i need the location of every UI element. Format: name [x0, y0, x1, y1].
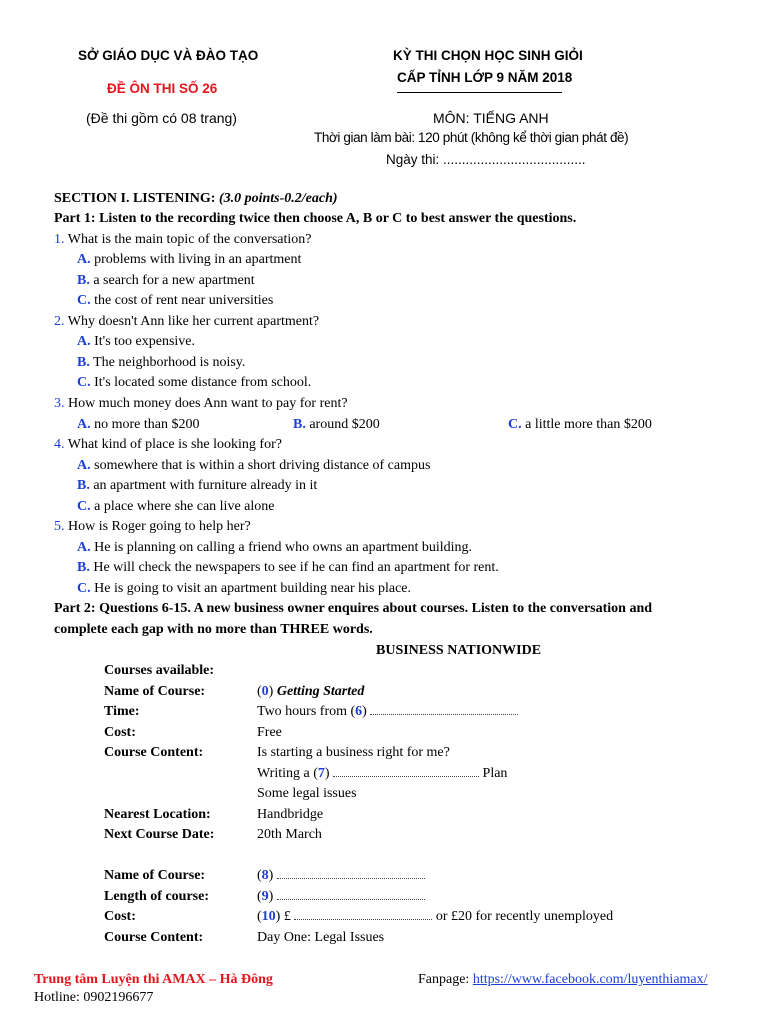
option-text: It's located some distance from school.	[94, 375, 312, 390]
q2-option-b	[77, 353, 245, 374]
page-count: (Đề thi gồm có 08 trang)	[86, 110, 237, 126]
subject: MÔN: TIẾNG ANH	[433, 110, 549, 126]
q3-option-a	[77, 415, 200, 436]
content-item-3: Some legal issues	[257, 786, 357, 801]
answer-gap-7[interactable]	[333, 764, 479, 777]
cost-value-2: (10) £ or £20 for recently unemployed	[257, 909, 614, 924]
next-course-date-label: Next Course Date:	[104, 827, 215, 842]
q1-option-b	[77, 271, 255, 292]
gap-number: 9	[261, 889, 269, 904]
exam-title-line2: CẤP TỈNH LỚP 9 NĂM 2018	[397, 70, 573, 85]
part2-title-line1: Part 2: Questions 6-15. A new business owner enquires about courses. Listen to the conversation and	[54, 601, 653, 616]
time-value: Two hours from (6)	[257, 702, 518, 723]
option-text: somewhere that is within a short driving distance of campus	[94, 458, 431, 473]
option-letter: A.	[77, 334, 91, 349]
option-text: He is planning on calling a friend who owns an apartment building.	[94, 540, 473, 555]
cost-value: Free	[257, 725, 282, 740]
gap-number: 10	[261, 909, 276, 924]
option-letter: A.	[77, 540, 91, 555]
q4-option-b	[77, 476, 317, 497]
course-name-value-2: (8)	[257, 866, 425, 887]
question-3	[54, 394, 348, 415]
content-item-2: Writing a (7) Plan	[257, 766, 508, 781]
q3-option-b	[293, 415, 380, 436]
gap-number: 7	[317, 766, 325, 781]
q1-option-a	[77, 250, 301, 271]
q5-option-b	[77, 558, 499, 579]
nearest-location-value: Handbridge	[257, 807, 324, 822]
q5-option-a	[77, 538, 472, 559]
question-number: 2.	[54, 314, 65, 329]
answer-gap-10[interactable]	[294, 907, 432, 920]
gap-number: 6	[355, 704, 363, 719]
footer-hotline: Hotline: 0902196677	[34, 990, 154, 1005]
option-text: no more than $200	[94, 417, 200, 432]
course-name-label: Name of Course:	[104, 684, 206, 699]
course-content-label: Course Content:	[104, 745, 204, 760]
option-text: He is going to visit an apartment building near his place.	[94, 581, 411, 596]
option-letter: B.	[77, 355, 90, 370]
question-2	[54, 312, 319, 333]
title-underline	[397, 92, 562, 93]
content2-value: Day One: Legal Issues	[257, 930, 385, 945]
question-number: 1.	[54, 232, 65, 247]
gap-example-answer: Getting Started	[276, 684, 365, 699]
time-prefix: Two hours from (	[257, 704, 356, 719]
question-number: 3.	[54, 396, 65, 411]
option-letter: B.	[77, 478, 90, 493]
length-value: (9)	[257, 887, 425, 908]
form-title: BUSINESS NATIONWIDE	[376, 643, 542, 658]
exam-date: Ngày thi: ......................................	[386, 152, 586, 167]
q3-option-c	[508, 415, 652, 436]
next-course-date-value: 20th March	[257, 827, 322, 842]
question-text: What is the main topic of the conversation?	[67, 232, 312, 247]
content-suffix: Plan	[482, 766, 508, 781]
fanpage-label: Fanpage:	[418, 972, 473, 987]
course-name-label-2: Name of Course:	[104, 868, 206, 883]
question-text: What kind of place is she looking for?	[67, 437, 282, 452]
option-letter: A.	[77, 458, 91, 473]
answer-gap-6[interactable]	[370, 702, 518, 715]
option-letter: B.	[77, 273, 90, 288]
department-name: SỞ GIÁO DỤC VÀ ĐÀO TẠO	[78, 48, 259, 63]
cost-label: Cost:	[104, 725, 136, 740]
section1-title: SECTION I. LISTENING:	[54, 191, 216, 206]
part1-title: Part 1: Listen to the recording twice then choose A, B or C to best answer the questions.	[54, 211, 577, 226]
option-text: The neighborhood is noisy.	[93, 355, 246, 370]
q1-option-c	[77, 291, 273, 312]
section1-heading	[54, 189, 338, 210]
q2-option-a	[77, 332, 195, 353]
course-content-label-2: Course Content:	[104, 930, 204, 945]
question-number: 4.	[54, 437, 65, 452]
cost-label-2: Cost:	[104, 909, 136, 924]
option-letter: A.	[77, 252, 91, 267]
option-letter: C.	[77, 581, 91, 596]
length-of-course-label: Length of course:	[104, 889, 209, 904]
question-text: How much money does Ann want to pay for rent?	[68, 396, 348, 411]
option-letter: B.	[77, 560, 90, 575]
question-4	[54, 435, 282, 456]
answer-gap-8[interactable]	[277, 866, 425, 879]
exam-title-line1: KỲ THI CHỌN HỌC SINH GIỎI	[393, 48, 583, 63]
option-text: He will check the newspapers to see if he can find an apartment for rent.	[93, 560, 499, 575]
option-text: a little more than $200	[525, 417, 652, 432]
q4-option-c	[77, 497, 274, 518]
q5-option-c	[77, 579, 411, 600]
option-text: problems with living in an apartment	[94, 252, 302, 267]
exam-code: ĐỀ ÔN THI SỐ 26	[107, 81, 218, 96]
answer-gap-9[interactable]	[277, 887, 425, 900]
option-letter: C.	[77, 293, 91, 308]
exam-time: Thời gian làm bài: 120 phút (không kể thời gian phát đề)	[314, 130, 629, 145]
section1-points: (3.0 points-0.2/each)	[218, 191, 338, 206]
option-letter: C.	[77, 499, 91, 514]
option-text: around $200	[309, 417, 380, 432]
courses-available-label: Courses available:	[104, 663, 215, 678]
content-prefix: Writing a (	[257, 766, 318, 781]
option-text: a place where she can live alone	[94, 499, 275, 514]
cost-suffix: or £20 for recently unemployed	[435, 909, 614, 924]
option-text: the cost of rent near universities	[94, 293, 274, 308]
q4-option-a	[77, 456, 430, 477]
time-label: Time:	[104, 704, 140, 719]
q2-option-c	[77, 373, 311, 394]
gap-number: 0	[261, 684, 269, 699]
footer-center-name: Trung tâm Luyện thi AMAX – Hà Đông	[34, 972, 273, 987]
option-text: It's too expensive.	[94, 334, 196, 349]
nearest-location-label: Nearest Location:	[104, 807, 211, 822]
question-5	[54, 517, 251, 538]
gap-number: 8	[261, 868, 269, 883]
option-text: an apartment with furniture already in it	[93, 478, 318, 493]
option-letter: C.	[508, 417, 522, 432]
content-item-1: Is starting a business right for me?	[257, 745, 450, 760]
option-letter: B.	[293, 417, 306, 432]
question-text: How is Roger going to help her?	[68, 519, 251, 534]
footer-fanpage	[418, 970, 708, 991]
option-letter: A.	[77, 417, 91, 432]
question-number: 5.	[54, 519, 65, 534]
course-name-value: (0) Getting Started	[257, 684, 365, 699]
option-letter: C.	[77, 375, 91, 390]
question-text: Why doesn't Ann like her current apartment?	[67, 314, 320, 329]
question-1	[54, 230, 312, 251]
option-text: a search for a new apartment	[93, 273, 255, 288]
part2-title-line2: complete each gap with no more than THREE words.	[54, 622, 373, 637]
fanpage-link[interactable]: https://www.facebook.com/luyenthiamax/	[472, 972, 708, 987]
